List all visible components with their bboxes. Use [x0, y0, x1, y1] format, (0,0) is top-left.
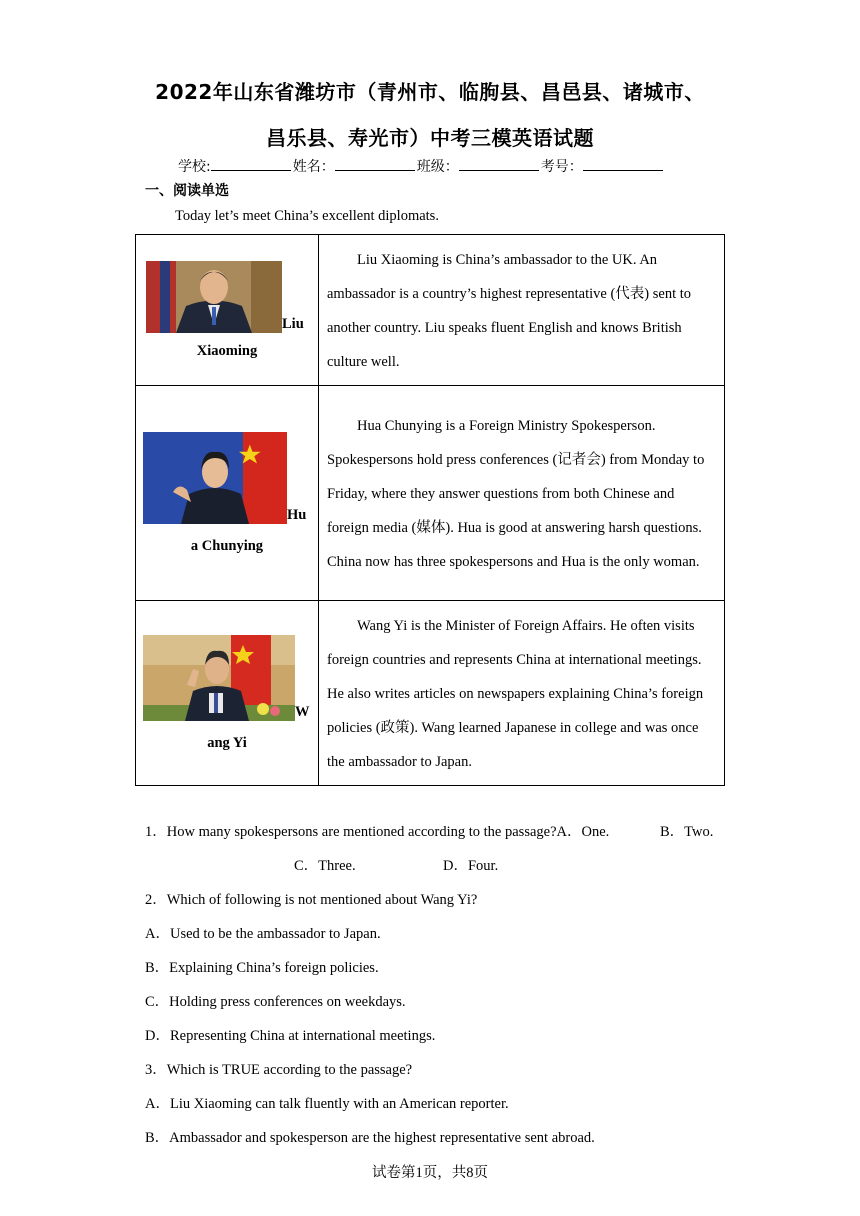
question-1-stem: 1．How many spokespersons are mentioned according to the passage?A．One. [145, 824, 610, 840]
class-field[interactable] [459, 156, 539, 171]
question-1-option-d: D．Four. [443, 858, 499, 874]
question-2-stem: 2．Which of following is not mentioned about Wang Yi? [145, 892, 478, 908]
question-2-option-a: A．Used to be the ambassador to Japan. [145, 926, 381, 942]
question-2-option-c: C．Holding press conferences on weekdays. [145, 994, 406, 1010]
question-2-option-d: D．Representing China at international meetings. [145, 1028, 436, 1044]
diplomat-photo-cell [136, 386, 319, 601]
exam-title-line2: 昌乐县、寿光市）中考三模英语试题 [266, 126, 594, 150]
class-label: 班级： [416, 159, 459, 175]
name-label: 姓名： [292, 159, 335, 175]
exam-number-label: 考号： [540, 159, 583, 175]
page-footer: 试卷第1页，共8页 [372, 1165, 488, 1181]
diplomat-name-rest: Xiaoming [196, 342, 258, 359]
question-1-option-b: B．Two. [660, 824, 714, 840]
diplomats-table [135, 234, 725, 786]
diplomat-description: Liu Xiaoming is China’s ambassador to the UK. An ambassador is a country’s highest representative (代表) sent to another country. Liu speaks fluent English and knows British culture well. [319, 235, 725, 386]
exam-number-field[interactable] [583, 156, 663, 171]
question-3-option-a: A．Liu Xiaoming can talk fluently with an American reporter. [145, 1096, 509, 1112]
table-row [136, 235, 725, 386]
table-row [136, 601, 725, 786]
diplomat-description: Hua Chunying is a Foreign Ministry Spokesperson. Spokespersons hold press conferences (记者会) from Monday to Friday, where they answer questions from both Chinese and foreign media (媒体). Hua is good at answering harsh questions. China now has three spokespersons and Hua is the only woman. [319, 386, 725, 601]
diplomat-name-part: W [295, 703, 310, 720]
student-info-line [178, 156, 665, 176]
question-1-option-c: C．Three. [294, 858, 356, 874]
section-title: 一、阅读单选 [145, 183, 229, 199]
school-field[interactable] [211, 156, 291, 171]
table-row [136, 386, 725, 601]
question-2-option-b: B．Explaining China’s foreign policies. [145, 960, 379, 976]
diplomat-name-part: Hu [287, 506, 307, 523]
question-3-option-b: B．Ambassador and spokesperson are the highest representative sent abroad. [145, 1130, 595, 1146]
diplomat-name-rest: a Chunying [190, 537, 264, 554]
name-field[interactable] [335, 156, 415, 171]
diplomat-description: Wang Yi is the Minister of Foreign Affairs. He often visits foreign countries and represents China at international meetings. He also writes articles on newspapers explaining China’s foreign policies (政策). Wang learned Japanese in college and was once the ambassador to Japan. [319, 601, 725, 786]
school-label: 学校: [178, 159, 211, 175]
hua-chunying-photo [143, 432, 287, 524]
passage-intro: Today let’s meet China’s excellent diplomats. [175, 208, 439, 224]
diplomat-name-rest: ang Yi [207, 734, 247, 751]
diplomat-photo-cell [136, 235, 319, 386]
liu-xiaoming-photo [146, 261, 282, 333]
wang-yi-photo [143, 635, 295, 721]
exam-title-line1: 2022年山东省潍坊市（青州市、临朐县、昌邑县、诸城市、 [155, 80, 705, 104]
diplomat-name-part: Liu [282, 315, 304, 332]
question-3-stem: 3．Which is TRUE according to the passage? [145, 1062, 413, 1078]
diplomat-photo-cell [136, 601, 319, 786]
